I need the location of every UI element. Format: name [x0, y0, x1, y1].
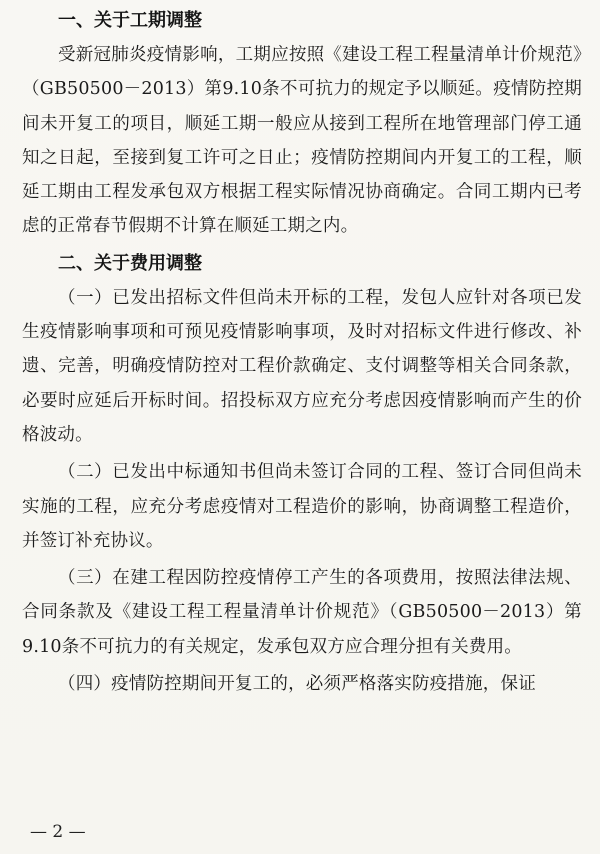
section-heading-cost: 二、关于费用调整: [58, 252, 202, 274]
paragraph-cost-4: （四）疫情防控期间开复工的，必须严格落实防疫措施，保证: [58, 674, 536, 695]
paragraph-cost-3: （三）在建工程因防控疫情停工产生的各项费用，按照法律法规、合同条款及《建设工程工程量清单计价规范》（GB50500－2013）第9.10条不可抗力的有关规定，发承包双方应合理分担有关费用。: [22, 568, 582, 657]
section-heading-schedule: 一、关于工期调整: [58, 10, 202, 31]
paragraph-cost-1: （一）已发出招标文件但尚未开标的工程，发包人应针对各项已发生疫情影响事项和可预见疫情影响事项，及时对招标文件进行修改、补遗、完善，明确疫情防控对工程价款确定、支付调整等相关合同条款，必要时应延后开标时间。招投标双方应充分考虑因疫情影响而产生的价格波动。: [22, 287, 582, 445]
page-number: — 2 —: [30, 822, 86, 842]
paragraph-schedule: 受新冠肺炎疫情影响，工期应按照《建设工程工程量清单计价规范》（GB50500－2013）第9.10条不可抗力的规定予以顺延。疫情防控期间未开复工的项目，顺延工期一般应从接到工程所在地管理部门停工通知之日起，至接到复工许可之日止；疫情防控期间内开复工的工程，顺延工期由工程发承包双方根据工程实际情况协商确定。合同工期内已考虑的正常春节假期不计算在顺延工期之内。: [22, 45, 582, 237]
document-body: [22, 4, 582, 701]
paragraph-cost-2: （二）已发出中标通知书但尚未签订合同的工程、签订合同但尚未实施的工程，应充分考虑疫情对工程造价的影响，协商调整工程造价，并签订补充协议。: [22, 462, 582, 551]
